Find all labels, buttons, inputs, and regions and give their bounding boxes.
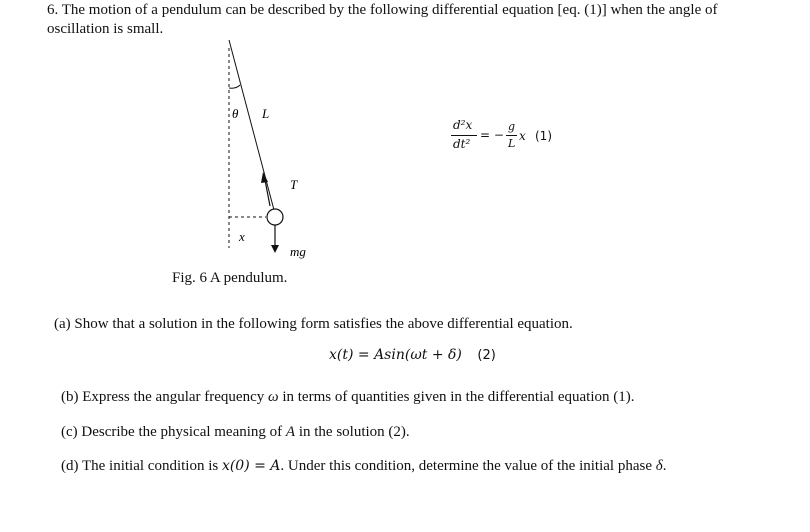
part-b-suffix: in terms of quantities given in the differential equation (1). [278, 389, 635, 405]
part-d-delta: δ [655, 458, 663, 474]
length-label: L [262, 106, 270, 121]
tension-label: T [290, 177, 298, 192]
eq1-numerator: d²x [453, 118, 473, 132]
mg-label: mg [290, 244, 306, 259]
gravity-arrowhead [271, 245, 279, 253]
theta-arc [229, 85, 240, 88]
question-line-2: oscillation is small. [47, 21, 164, 37]
theta-label: θ [232, 106, 239, 121]
part-a: (a) Show that a solution in the following form satisfies the above differential equation. [54, 316, 573, 332]
part-c [61, 422, 410, 442]
equation-2 [329, 347, 496, 364]
part-d [61, 456, 666, 476]
part-d-prefix: (d) The initial condition is [61, 458, 222, 474]
eq1-small-fraction-bar [506, 135, 517, 136]
equation-1 [449, 118, 569, 158]
part-b-omega: ω [268, 389, 279, 405]
question-line-1: 6. The motion of a pendulum can be described by the following differential equation [eq. (1)] when the angle of [47, 2, 718, 18]
eq1-label: (1) [535, 129, 552, 143]
figure-caption: Fig. 6 A pendulum. [172, 270, 288, 286]
pendulum-string [229, 40, 274, 210]
eq1-L: L [508, 137, 516, 150]
part-d-condition: x(0) = A [221, 458, 281, 474]
pendulum-bob [267, 209, 283, 225]
part-c-suffix: in the solution (2). [295, 424, 410, 440]
x-label: x [239, 229, 245, 244]
part-c-A: A [285, 424, 296, 440]
part-b [61, 387, 634, 407]
part-d-end: . [662, 458, 667, 474]
eq1-g: g [508, 120, 516, 133]
part-b-prefix: (b) Express the angular frequency [61, 389, 268, 405]
eq2-expression: x(t) = Asin(ωt + δ) [329, 347, 462, 363]
eq2-label: (2) [477, 348, 496, 363]
eq1-equals-minus: = − [480, 128, 504, 142]
eq1-fraction-bar [451, 135, 477, 136]
eq1-x: x [519, 129, 526, 143]
eq1-denominator: dt² [453, 137, 471, 151]
part-c-prefix: (c) Describe the physical meaning of [61, 424, 286, 440]
part-d-middle: . Under this condition, determine the value of the initial phase [280, 458, 656, 474]
